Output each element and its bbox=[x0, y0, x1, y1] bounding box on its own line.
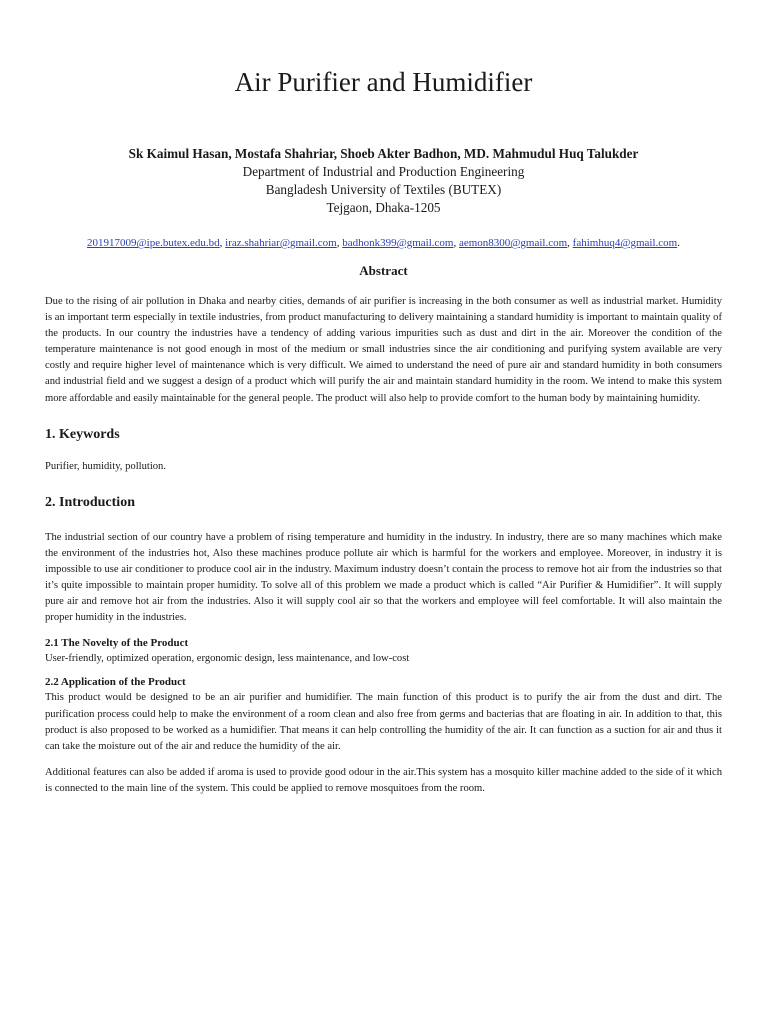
email-separator: , bbox=[336, 237, 343, 249]
keywords-heading: 1. Keywords bbox=[45, 426, 120, 442]
email-separator: , bbox=[453, 237, 459, 249]
novelty-heading: 2.1 The Novelty of the Product bbox=[45, 637, 189, 650]
additional-features-text: Additional features can also be added if aroma is used to provide good odour in the air.This system has a mosquito killer machine added to the side of it which is connected to the main line of the system. This could be applied to remove mosquitoes from the room. bbox=[45, 766, 722, 794]
email-link-1[interactable]: 201917009@ipe.butex.edu.bd bbox=[87, 237, 220, 249]
introduction-text: The industrial section of our country have a problem of rising temperature and humidity in the industry. In industry, there are so many machines which make the environment of the industries hot, Also these machines produce pollute air which is harmful for the workers and employee. Moreover, in industry it is impossible to use air conditioner to produce cool air in the industry. Maximum industry doesn’t contain the process to remove hot air from the industries so that it’s quite impossible to maintain proper humidity. To solve all of this problem we made a product which is called “Air Purifier & Humidifier”. It will supply pure air and remove hot air from the industries. Also it will supply cool air so that the workers and employee will feel comfortable. It will also maintain the proper humidity in the industries. bbox=[45, 531, 722, 624]
email-separator: , bbox=[567, 237, 573, 249]
novelty-text: User-friendly, optimized operation, ergonomic design, less maintenance, and low-cost bbox=[45, 653, 410, 665]
email-list bbox=[45, 236, 722, 251]
email-link-3[interactable]: badhonk399@gmail.com bbox=[342, 237, 454, 249]
affiliation-university: Bangladesh University of Textiles (BUTEX) bbox=[265, 182, 502, 197]
abstract-text: Due to the rising of air pollution in Dhaka and nearby cities, demands of air purifier is increasing in the both consumer as well as industrial market. Humidity is an important term especially in textile industries, from product manufacturing to delivery maintaining a standard humidity is important to maintain quality of the products. In our country the industries have a tendency of adding various impurities such as dust and dirt in the air. Moreover the condition of the temperature maintenance is not good enough in most of the medium or small industries since the air conditioning and purifying system available are very costly and require higher level of maintenance which is very difficult. We aimed to understand the need of pure air and standard humidity in both consumers and industrial field and we suggest a design of a product which will purify the air and maintain standard humidity in the room. We intend to make this system more affordable and easily maintainable for the general people. The product will also help to provide comfort to the human body by maintaining humidity. bbox=[45, 296, 722, 404]
application-text: This product would be designed to be an air purifier and humidifier. The main function of this product is to purify the air from the dust and dirt. The purification process could help to make the environment of a room clean and also free from germs and bacterias that are floating in air. In addition to that, this product is also proposed to be worked as a humidifier. That means it can help controlling the humidity of the air. It can function as a suction for air and thus it can take the moisture out of the air and reduce the humidity of the air. bbox=[45, 692, 722, 752]
keywords-text: Purifier, humidity, pollution. bbox=[45, 460, 167, 472]
email-link-5[interactable]: fahimhuq4@gmail.com bbox=[572, 237, 678, 249]
email-link-4[interactable]: aemon8300@gmail.com bbox=[458, 237, 568, 249]
email-link-2[interactable]: iraz.shahriar@gmail.com bbox=[225, 237, 337, 249]
application-heading: 2.2 Application of the Product bbox=[45, 676, 186, 689]
affiliation-address: Tejgaon, Dhaka-1205 bbox=[326, 200, 441, 215]
email-end-period: . bbox=[677, 237, 680, 249]
author-list: Sk Kaimul Hasan, Mostafa Shahriar, Shoeb Akter Badhon, MD. Mahmudul Huq Talukder bbox=[128, 146, 639, 161]
introduction-heading: 2. Introduction bbox=[45, 494, 135, 510]
abstract-heading: Abstract bbox=[359, 263, 408, 278]
paper-title: Air Purifier and Humidifier bbox=[234, 67, 533, 97]
affiliation-department: Department of Industrial and Production Engineering bbox=[242, 164, 525, 179]
email-separator: , bbox=[219, 237, 226, 249]
